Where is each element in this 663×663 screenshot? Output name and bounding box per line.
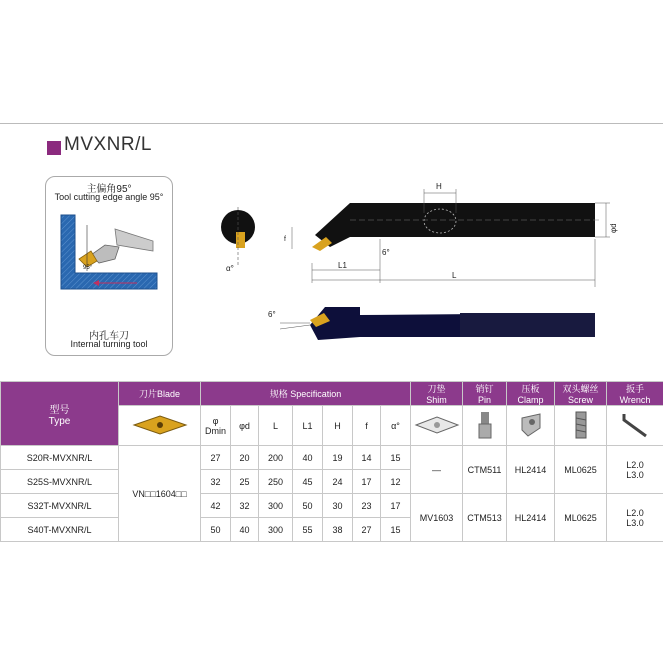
col-alpha-header: α°	[381, 406, 411, 446]
col-clamp-header: 压板 Clamp	[507, 382, 555, 406]
wrench-image	[607, 406, 663, 446]
title-color-block	[47, 141, 61, 155]
dmin-cell: 50	[201, 518, 231, 542]
internal-turning-en: Internal turning tool	[70, 339, 148, 349]
col-L-header: L	[259, 406, 293, 446]
type-cell: S32T-MVXNR/L	[1, 494, 119, 518]
col-wrench-header: 扳手 Wrench	[607, 382, 663, 406]
pin-cell: CTM511	[463, 446, 507, 494]
alpha-label: α°	[226, 264, 234, 273]
label-L1: L1	[338, 261, 347, 270]
d-cell: 32	[231, 494, 259, 518]
d-cell: 25	[231, 470, 259, 494]
H-cell: 19	[323, 446, 353, 470]
blade-cell: VN□□1604□□	[119, 446, 201, 542]
internal-turning-illustration	[57, 211, 161, 293]
L1-cell: 50	[293, 494, 323, 518]
d-cell: 20	[231, 446, 259, 470]
screw-image	[555, 406, 607, 446]
f-cell: 23	[353, 494, 381, 518]
clamp-cell: HL2414	[507, 446, 555, 494]
pin-image	[463, 406, 507, 446]
shim-cell: —	[411, 446, 463, 494]
col-f-header: f	[353, 406, 381, 446]
L1-cell: 55	[293, 518, 323, 542]
d-cell: 40	[231, 518, 259, 542]
tool-technical-drawing	[200, 175, 640, 375]
label-6deg-bottom: 6°	[268, 310, 276, 319]
end-view	[221, 207, 255, 273]
page-title: MVXNR/L	[64, 134, 152, 155]
alpha-cell: 15	[381, 446, 411, 470]
type-cell: S20R-MVXNR/L	[1, 446, 119, 470]
alpha-cell: 17	[381, 494, 411, 518]
blade-image	[119, 406, 201, 446]
shim-cell: MV1603	[411, 494, 463, 542]
col-type-header: 型号 Type	[1, 382, 119, 446]
col-pin-header: 销钉 Pin	[463, 382, 507, 406]
screw-cell: ML0625	[555, 446, 607, 494]
H-cell: 24	[323, 470, 353, 494]
tool-info-card	[45, 176, 173, 356]
f-cell: 27	[353, 518, 381, 542]
L-cell: 300	[259, 518, 293, 542]
internal-turning-cn: 内孔车刀	[89, 331, 129, 342]
label-H: H	[436, 182, 442, 191]
H-cell: 30	[323, 494, 353, 518]
label-f: f	[284, 236, 286, 243]
pin-cell: CTM513	[463, 494, 507, 542]
H-cell: 38	[323, 518, 353, 542]
col-spec-header: 规格 Specification	[201, 382, 411, 406]
cutting-angle-en: Tool cutting edge angle 95°	[54, 192, 164, 202]
svg-text:95°: 95°	[83, 265, 93, 271]
wrench-cell: L2.0 L3.0	[607, 446, 663, 494]
col-blade-header: 刀片Blade	[119, 382, 201, 406]
dmin-cell: 42	[201, 494, 231, 518]
wrench-cell: L2.0 L3.0	[607, 494, 663, 542]
col-shim-header: 刀垫 Shim	[411, 382, 463, 406]
type-cell: S25S-MVXNR/L	[1, 470, 119, 494]
label-d: φd	[609, 223, 618, 233]
screw-cell: ML0625	[555, 494, 607, 542]
L1-cell: 40	[293, 446, 323, 470]
specification-table	[0, 381, 663, 542]
cutting-angle-cn: 主偏角95°	[86, 184, 132, 195]
f-cell: 14	[353, 446, 381, 470]
col-dmin-header: φ Dmin	[201, 406, 231, 446]
alpha-cell: 12	[381, 470, 411, 494]
col-H-header: H	[323, 406, 353, 446]
L1-cell: 45	[293, 470, 323, 494]
L-cell: 200	[259, 446, 293, 470]
shim-image	[411, 406, 463, 446]
L-cell: 300	[259, 494, 293, 518]
side-view	[268, 307, 595, 340]
dmin-cell: 27	[201, 446, 231, 470]
col-screw-header: 双头螺丝 Screw	[555, 382, 607, 406]
dmin-cell: 32	[201, 470, 231, 494]
label-6deg-top: 6°	[382, 248, 390, 257]
L-cell: 250	[259, 470, 293, 494]
col-d-header: φd	[231, 406, 259, 446]
f-cell: 17	[353, 470, 381, 494]
label-L: L	[452, 271, 457, 280]
type-cell: S40T-MVXNR/L	[1, 518, 119, 542]
alpha-cell: 15	[381, 518, 411, 542]
clamp-image	[507, 406, 555, 446]
col-L1-header: L1	[293, 406, 323, 446]
clamp-cell: HL2414	[507, 494, 555, 542]
top-view	[284, 182, 618, 287]
